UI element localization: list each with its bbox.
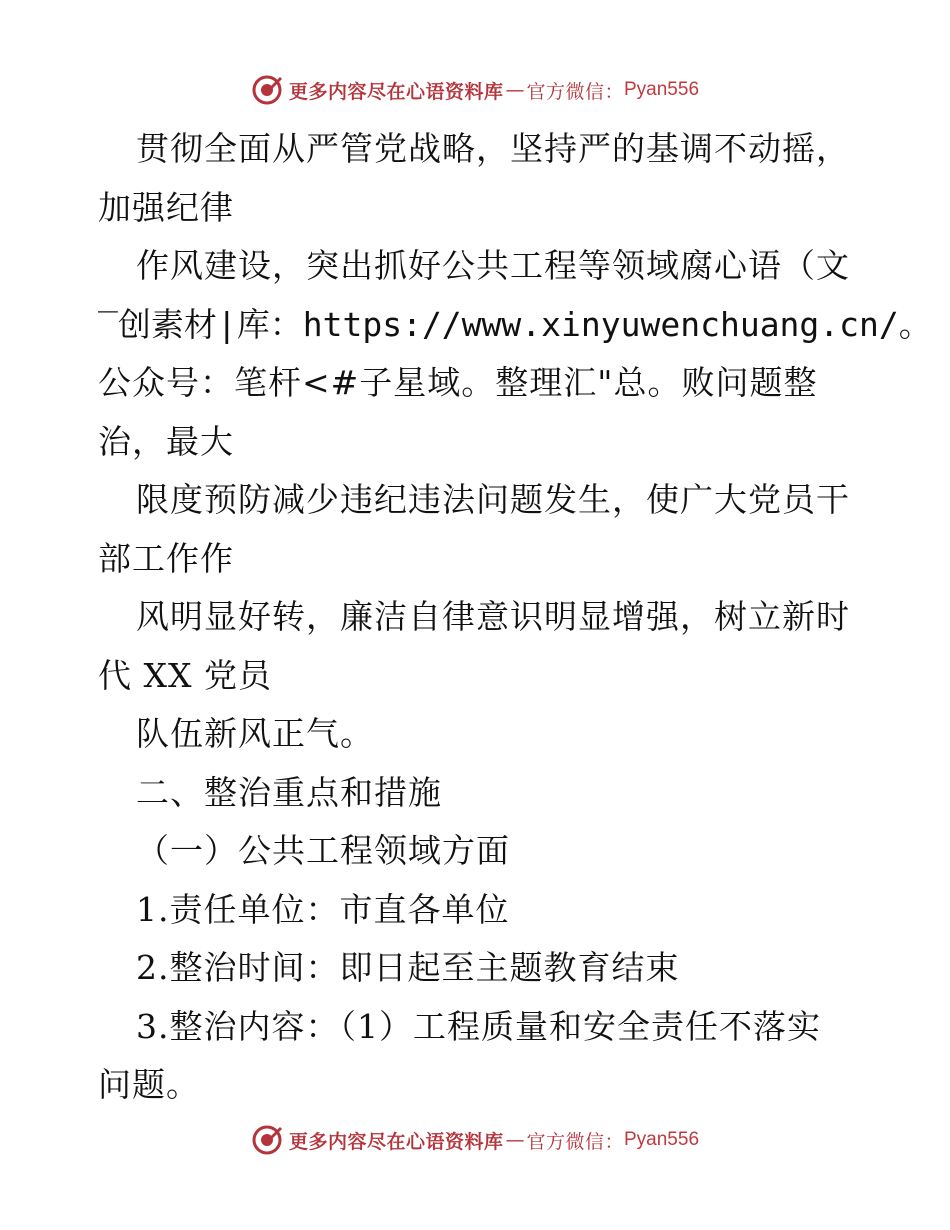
text-line-10: 代 XX 党员 [98,655,272,695]
text-line-9: 风明显好转，廉洁自律意识明显增强，树立新时 [136,597,850,636]
list-item-1: 1.责任单位：市直各单位 [136,889,510,929]
logo-icon [251,74,283,106]
banner-site-text: 更多内容尽在心语资料库 [288,80,504,103]
banner-separator: — [505,1129,525,1151]
section-heading: 二、整治重点和措施 [136,772,442,812]
text-line-3: 作风建设，突出抓好公共工程等领域腐心语（文 [136,246,850,285]
text-line-2: 加强纪律 [98,187,234,227]
banner-wechat-label: 官方微信： [526,80,624,103]
header-banner [0,70,950,110]
list-item-2: 2.整治时间：即日起至主题教育结束 [136,948,680,987]
list-item-3: 3.整治内容：（1）工程质量和安全责任不落实 [136,1006,821,1046]
banner-wechat-label: 官方微信： [526,1130,624,1153]
text-line-11: 队伍新风正气。 [136,714,374,753]
banner-wechat-id: Pyan556 [624,79,700,100]
subsection-heading: （一）公共工程领域方面 [136,831,510,870]
text-line-8: 部工作作 [98,538,234,578]
banner-site-text: 更多内容尽在心语资料库 [288,1130,504,1153]
logo-icon [251,1124,283,1156]
text-line-1: 贯彻全面从严管党战略，坚持严的基调不动摇， [136,129,850,168]
footer-banner [0,1120,950,1160]
text-line-5: 公众号：笔杆<#子星域。整理汇"总。败问题整 [98,363,818,402]
banner-wechat-id: Pyan556 [624,1129,700,1150]
text-line-6: 治，最大 [98,421,234,461]
banner-separator: — [505,79,525,101]
document-body [98,120,932,1115]
text-line-7: 限度预防减少违纪违法问题发生，使广大党员干 [136,480,850,519]
text-line-4: ‾创素材|库：https://www.xinyuwenchuang.cn/。 [98,304,932,344]
text-line-17: 问题。 [98,1065,200,1104]
